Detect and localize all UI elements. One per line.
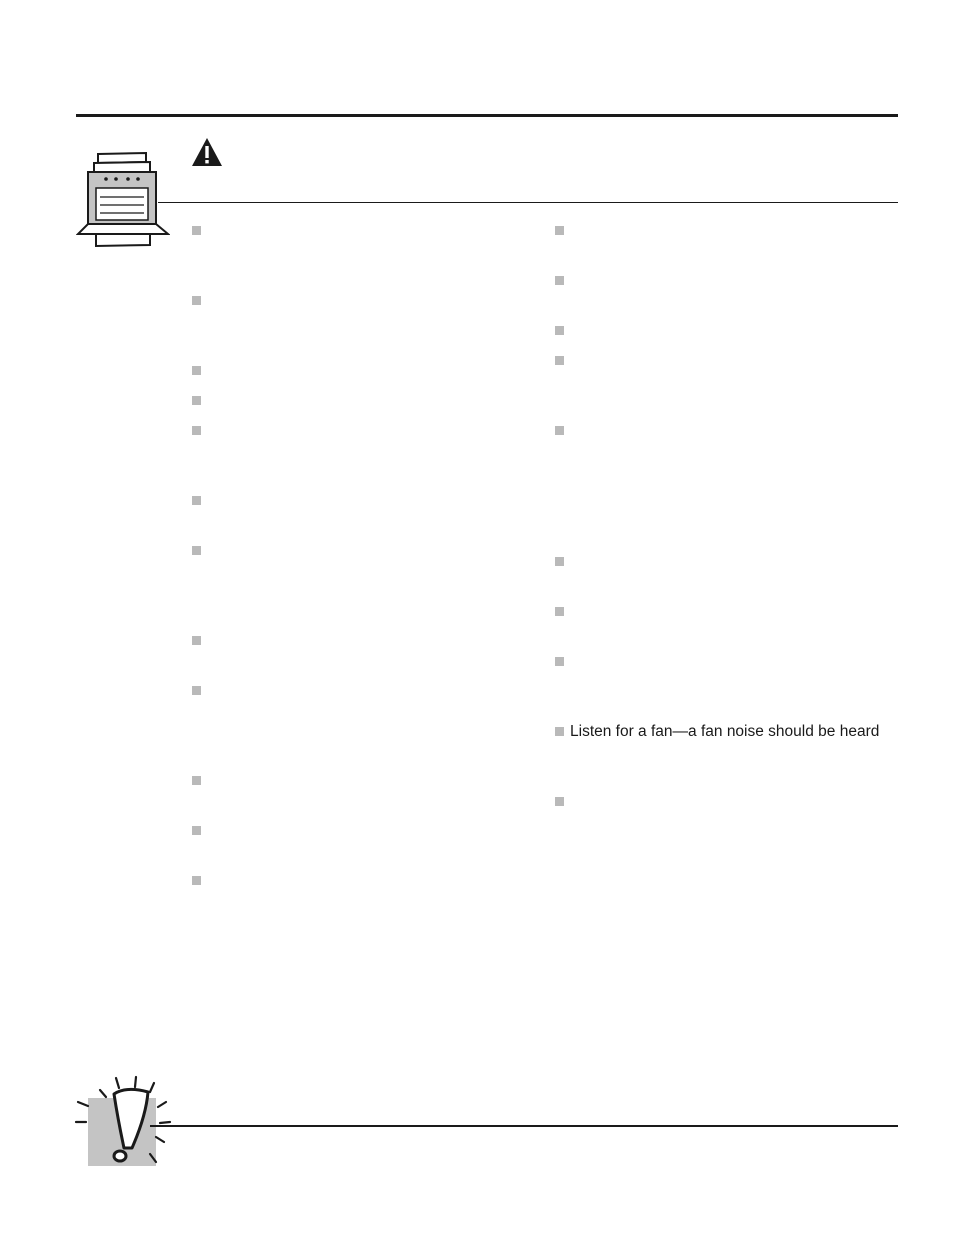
list-bullet [555,326,564,335]
list-bullet [192,396,201,405]
list-bullet [192,546,201,555]
list-bullet [192,296,201,305]
list-bullet [555,276,564,285]
list-bullet [192,686,201,695]
list-bullet [192,496,201,505]
exclamation-alert-icon [74,1072,174,1168]
section-rule [158,202,898,203]
list-bullet [192,366,201,375]
list-bullet [555,797,564,806]
list-bullet [555,607,564,616]
list-bullet [192,776,201,785]
warning-triangle-icon [191,137,223,167]
list-bullet [555,557,564,566]
bottom-rule [150,1125,898,1127]
list-bullet [192,226,201,235]
list-bullet [555,426,564,435]
list-bullet [555,727,564,736]
list-bullet [192,636,201,645]
list-bullet [555,356,564,365]
list-bullet [192,426,201,435]
list-bullet [555,226,564,235]
top-rule [76,114,898,117]
fan-list-item-text: Listen for a fan—a fan noise should be heard [570,723,880,740]
range-oven-icon [76,150,170,250]
list-bullet [192,826,201,835]
list-bullet [555,657,564,666]
list-bullet [192,876,201,885]
